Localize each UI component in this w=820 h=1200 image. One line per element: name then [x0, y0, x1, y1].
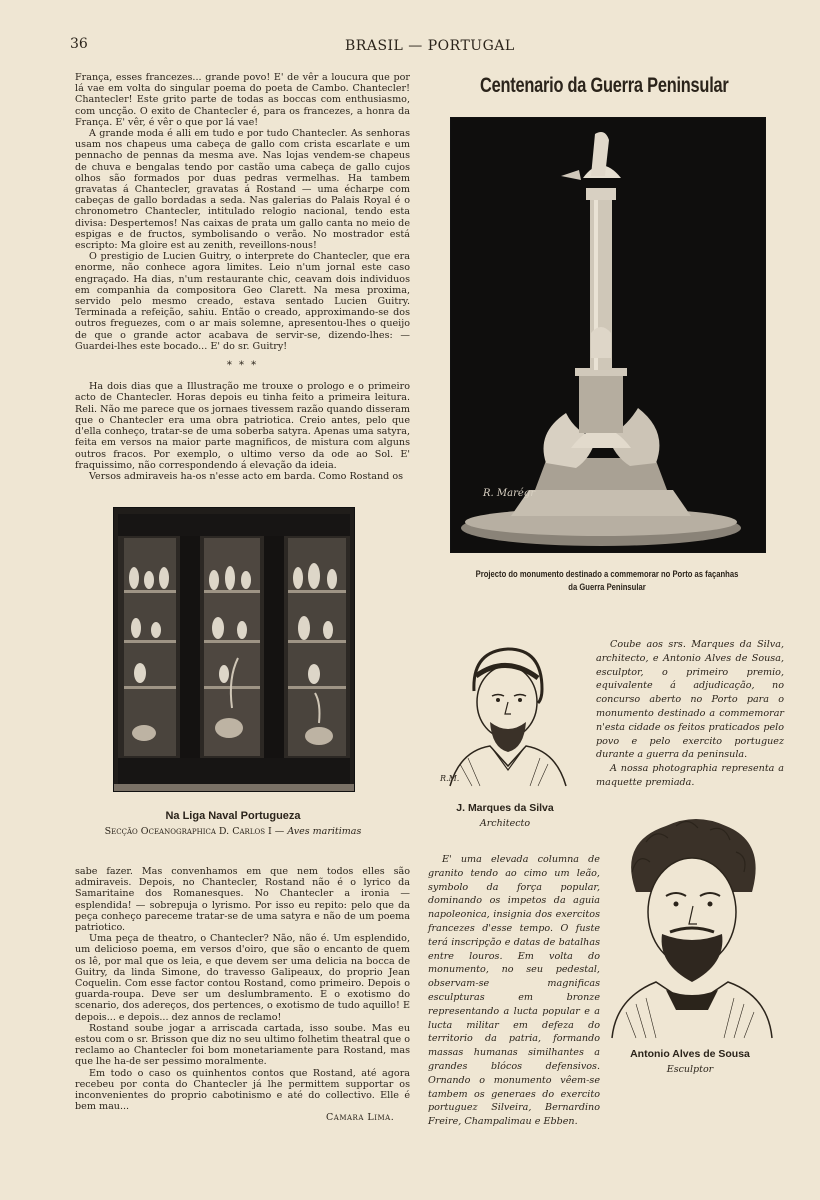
description-paragraph: E' uma elevada columna de granito tendo ao cimo um leão, symbolo da força popular, dominando os impetos da aguia napoleonica, insignia dos exercitos francezes d'esse tempo. O fuste terá inscripção e datas de batalhas entre louros. Em volta do monumento, no seu pedestal, observam-se magnificas esculpturas em bronze representando a lucta popular e a lucta militar em defeza do territorio da patria, formando massas humanas similhantes a grandes blócos defensivos. Ornando o monumento vêem-se tambem os generaes do exercito portuguez Silveira, Bernardino Freire, Champalimau e Ebben. — [428, 854, 600, 1128]
award-paragraph: A nossa photographia representa a maquette premiada. — [596, 763, 784, 788]
portrait-alves-de-sousa — [606, 812, 774, 1040]
article-paragraph: Em todo o caso os quinhentos contos que Rostand, até agora recebeu por conta do Chantecler já lhe permittem supportar os inconvenientes do proprio cabotinismo e até do collectivo. Elle é bem mau... — [75, 1067, 410, 1113]
article-paragraph: Uma peça de theatro, o Chantecler? Não, não é. Um esplendido, um delicioso poema, em versos d'oiro, que são o encanto de quem os lê, por mal que os leia, e que devem ser uma delicia na bocca de Guitry, da linda Simone, do travesso Galipeaux, do proprio Jean Coquelin. Com esse factor contou Rostand, como primeiro. Depois o guarda-roupa. Deve ser um deslumbramento. E o exotismo do scenario, dos adereços, dos pertences, o exotismo de tudo aquillo! E depois... e depois... dez annos de reclamo! — [75, 933, 410, 1023]
section-title: Centenario da Guerra Peninsular — [480, 74, 729, 97]
award-paragraph: Coube aos srs. Marques da Silva, architecto, e Antonio Alves de Sousa, esculptor, o primeiro premio, equivalente á adjudicação, no concurso aberto no Porto para o monumento destinado a commemorar n'esta cidade os feitos praticados pelo povo e pelo exercito portuguez durante a guerra da peninsula. — [596, 639, 784, 761]
portrait-signature: R.M. — [440, 774, 460, 783]
article-signature: Camara Lima. — [326, 1112, 395, 1123]
liga-photo-subtitle — [80, 826, 386, 837]
section-separator: * * * — [226, 360, 259, 372]
portrait-marques-da-silva — [430, 636, 580, 794]
liga-photo-title: Na Liga Naval Portugueza — [165, 810, 301, 822]
person2-name: Antonio Alves de Sousa — [630, 1048, 750, 1060]
article-paragraph: sabe fazer. Mas convenhamos em que nem todos elles são admiraveis. Depois, no Chantecler, Rostand não é o lyrico da Samaritaine dos Romanesques. No Chantecler a ironia — esplendida! — sobrepuja o lyrismo. Por isso eu repito: pelo que da peça conheço pareceme tratar-se de uma satyra e não de um poema patriotico. — [75, 866, 410, 934]
cabinet-photo — [113, 507, 355, 792]
monument-signature: R. Marégr — [483, 488, 535, 499]
article-paragraph: Versos admiraveis ha-os n'esse acto em barda. Como Rostand os — [89, 470, 404, 482]
monument-photo — [450, 117, 766, 553]
article-paragraph: A grande moda é alli em tudo e por tudo Chantecler. As senhoras usam nos chapeus uma cabeça de gallo com crista escarlate e um pennacho de pennas da mesma ave. Nas lojas vendem-se chapeus de chuva e bengalas tendo por castão uma cabeça de gallo cujos olhos são formados por duas pedras vermelhas. Ha tambem gravatas á Chantecler, gravatas á Rostand — uma écharpe com cabeças de gallo bordadas a seda. Nas galerias do Palais Royal é o chronometro Chantecler, intitulado relogio nacional, tendo esta divisa: Despertemos! Nas caixas de prata um gallo canta no meio de espigas e de fructos, symbolisando o verão. No mostrador está escripto: Ma gloire est au zenith, reveillons-nous! — [75, 128, 410, 252]
article-paragraph: França, esses francezes... grande povo! E' de vêr a loucura que por lá vae em volta do singular poema do poeta de Cambo. Chantecler! Chantecler! Este grito parte de todas as boccas com enthusiasmo, com uncção. O exito de Chantecler é, para os francezes, a honra da França. E' vêr, é vêr o que por lá vae! — [75, 72, 410, 128]
liga-subtitle-italic: Aves maritimas — [287, 826, 362, 837]
article-paragraph: O prestigio de Lucien Guitry, o interprete do Chantecler, que era enorme, não conhece agora limites. Leio n'um jornal este caso engraçado. Ha dias, n'um restaurante chic, ceavam dois individuos em companhia da compositora Geo Clarett. Na mesa proxima, servido pelo mesmo creado, estava sentado Lucien Guitry. Terminada a refeição, sahiu. Então o creado, approximando-se dos outros freguezes, com o ar mais solemne, apresentou-lhes o queijo de que o grande actor acabava de servir-se, dizendo-lhes: — Guardei-lhes este bocado... E' do sr. Guitry! — [75, 251, 410, 352]
article-column-bottom — [75, 866, 410, 1113]
person1-name: J. Marques da Silva — [456, 802, 554, 814]
liga-subtitle-main: Secção Oceanographica D. Carlos I — — [104, 826, 288, 837]
page-number: 36 — [70, 36, 88, 52]
monument-description — [428, 853, 600, 1129]
article-paragraph: Rostand soube jogar a arriscada cartada, isso soube. Mas eu estou com o sr. Brisson que diz no seu ultimo folhetim theatral que o reclamo ao Chantecler foi bom monetariamente para Rostand, mas que lhe ha-de ser pessimo moralmente. — [75, 1022, 410, 1068]
monument-caption — [465, 568, 749, 594]
person1-role: Architecto — [479, 818, 531, 829]
monument-caption-line2: da Guerra Peninsular — [568, 582, 646, 592]
running-title: BRASIL — PORTUGAL — [345, 38, 515, 54]
article-paragraph: Ha dois dias que a Illustração me trouxe o prologo e o primeiro acto de Chantecler. Horas depois eu tinha feito a primeira leitura. Reli. Não me parece que os jornaes tivessem razão quando disseram que o Chantecler era uma obra patriotica. Creio antes, pelo que d'ella conheço, tratar-se de uma soberba satyra. Apenas uma satyra, feita em versos na maior parte magnificos, de mistura com alguns outros fracos. Por exemplo, o ultimo verso da ode ao Sol. E' fraquissimo, não correspondendo á elevação da ideia. — [75, 381, 410, 471]
article-column-top — [75, 72, 410, 482]
monument-caption-line1: Projecto do monumento destinado a commemorar no Porto as façanhas — [475, 569, 739, 579]
person2-role: Esculptor — [666, 1064, 714, 1075]
award-text — [596, 638, 784, 790]
